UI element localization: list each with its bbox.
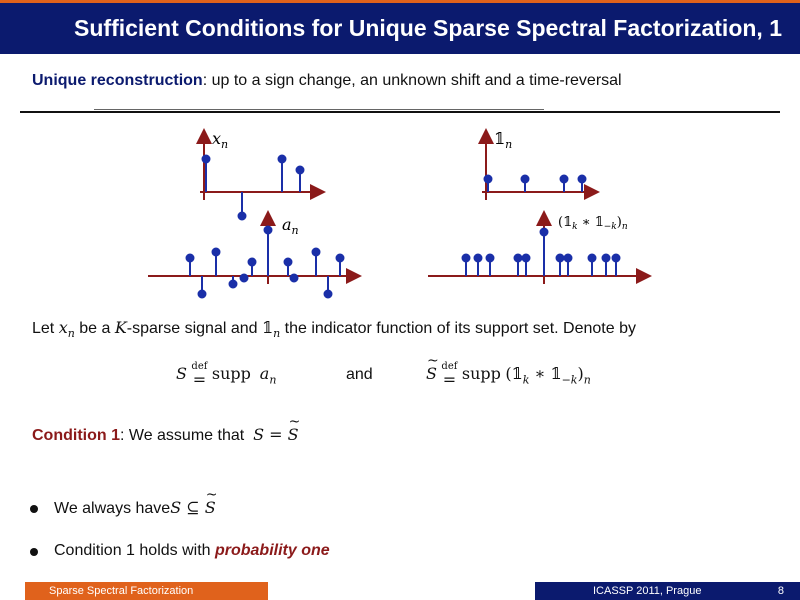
bullet-dot-2 — [30, 548, 38, 556]
condition-text: : We assume that — [119, 427, 245, 444]
math-a: a — [259, 364, 270, 384]
math-paren-close: ) — [577, 364, 584, 384]
text-and: and — [346, 366, 373, 383]
math-def: def — [191, 361, 208, 372]
text-be-a: be a — [74, 320, 115, 337]
math-cond-S: S — [253, 425, 265, 444]
math-paren-open: (𝟙 — [505, 364, 523, 384]
footer-left: Sparse Spectral Factorization — [25, 582, 268, 600]
math-n: n — [583, 373, 591, 387]
math-x: x — [58, 318, 68, 337]
bullet-dot-1 — [30, 505, 38, 513]
bullet-1 — [54, 487, 218, 518]
text-let: Let — [32, 320, 59, 337]
page-number: 8 — [777, 585, 784, 597]
math-eq-2: = — [442, 370, 457, 389]
plot-a-n — [148, 214, 358, 298]
equation-s — [176, 362, 276, 388]
math-b1-tilde: ~ — [205, 487, 218, 503]
bullet-2 — [54, 542, 330, 560]
subhead-rest: : up to a sign change, an unknown shift and a time-reversal — [202, 72, 622, 89]
bullet-1-text: We always have — [54, 500, 171, 517]
math-b1-S: S — [170, 498, 182, 517]
math-S: S — [176, 364, 187, 384]
bullet-2-text: Condition 1 holds with — [54, 542, 215, 559]
subhead — [32, 72, 622, 90]
math-supp-2: supp — [461, 364, 501, 384]
condition-label: Condition 1 — [32, 427, 120, 444]
equation-s-tilde — [426, 353, 591, 389]
condition-line — [32, 414, 301, 445]
title-bar — [0, 0, 800, 54]
math-one-sub: n — [273, 327, 281, 341]
definition-line — [32, 318, 636, 340]
math-conv: ∗ 𝟙 — [529, 364, 562, 384]
math-cond-tilde: ~ — [288, 414, 301, 430]
divider-thin — [94, 109, 544, 110]
math-supp: supp — [211, 364, 251, 384]
math-cond-S-tilde: S — [287, 425, 299, 444]
math-x-sub: n — [67, 327, 75, 341]
math-S-tilde: S — [426, 364, 437, 384]
footer-venue: ICASSP 2011, Prague — [593, 585, 702, 597]
text-sparse-and: -sparse signal and — [126, 320, 262, 337]
probability-one: probability one — [214, 542, 330, 559]
text-indicator: the indicator function of its support set. Denote by — [280, 320, 636, 337]
math-one: 𝟙 — [261, 318, 274, 337]
label-indicator: $𝟙_n$ — [494, 129, 513, 151]
math-K: K — [114, 318, 127, 337]
math-cond-eq: = — [264, 425, 288, 444]
math-tilde: ~ — [427, 353, 439, 370]
math-subseteq: ⊆ — [181, 498, 205, 517]
label-a-n: $a_n$ — [282, 215, 299, 237]
footer-right — [535, 582, 800, 600]
label-x-n: $x_n$ — [212, 129, 229, 151]
math-b1-S-tilde: S — [204, 498, 216, 517]
subhead-keyword: Unique reconstruction — [32, 72, 203, 89]
math-k: k — [522, 373, 530, 387]
stem-plots-figure — [140, 122, 660, 302]
label-convolution: ($𝟙_k$ ∗ $𝟙_{-k})_n$ — [558, 215, 628, 232]
math-eq: = — [192, 370, 207, 389]
math-def-2: def — [441, 361, 458, 372]
divider — [20, 111, 780, 113]
math-minus-k: −k — [561, 373, 578, 387]
slide-title: Sufficient Conditions for Unique Sparse Spectral Factorization, 1 — [74, 15, 782, 41]
math-a-sub: n — [269, 373, 277, 387]
